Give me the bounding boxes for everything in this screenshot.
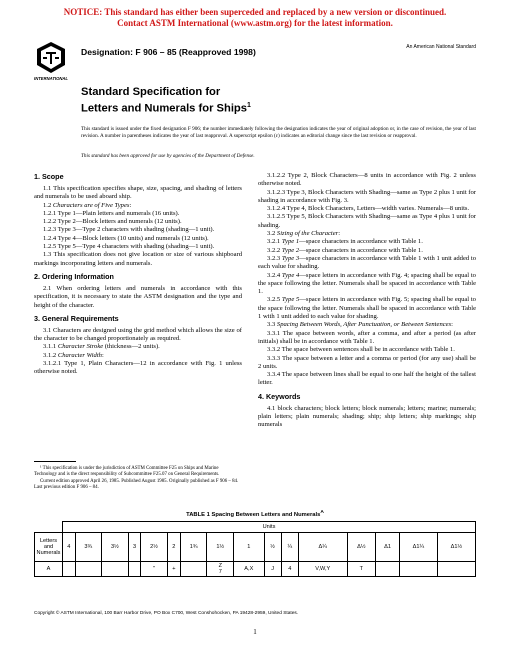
logo-text: INTERNATIONAL bbox=[34, 76, 68, 81]
approved-statement: This standard has been approved for use by agencies of the Department of Defense. bbox=[81, 153, 255, 159]
table-cell bbox=[102, 562, 129, 577]
paragraph: 1.2.4 Type 4—Block letters (10 units) and numerals (12 units). bbox=[43, 234, 209, 242]
table-header-cell: 1½ bbox=[207, 533, 234, 562]
paragraph: 3.1.2 Character Width: bbox=[43, 351, 104, 359]
table-cell bbox=[180, 562, 207, 577]
table-cell: + bbox=[167, 562, 180, 577]
section-heading-general: 3. General Requirements bbox=[34, 313, 119, 323]
footnote: ¹ This specification is under the jurisdiction of ASTM Committee F25 on Ships and Marine Technology and is the direct responsibility of Subcommittee F25.07 on General Requirements. Current edition approved April 26, 1985. Published August 1985. Originally published as F 906 – 84. Last previous edition F 906 – 84. bbox=[34, 466, 239, 490]
paragraph: 3.2 Sizing of the Character: bbox=[267, 230, 341, 238]
table-cell bbox=[128, 562, 141, 577]
paragraph: 3.1 Characters are designed using the grid method which allows the size of the character to be changed proportionately as required. bbox=[34, 326, 242, 343]
paragraph: 3.2.2 Type 2—space characters in accordance with Table 1. bbox=[267, 246, 423, 254]
paragraph: 3.1.2.2 Type 2, Block Characters—8 units in accordance with Fig. 2 unless otherwise noted. bbox=[258, 172, 476, 188]
row-label: Letters and Numerals bbox=[35, 533, 63, 562]
paragraph: 3.3.4 The space between lines shall be equal to one half the height of the tallest letter. bbox=[258, 371, 476, 387]
notice-line-1: NOTICE: This standard has either been superceded and replaced by a new version or discontinued. bbox=[63, 7, 447, 17]
paragraph: 3.2.5 Type 5—space letters in accordance with Fig. 5; spacing shall be equal to the space following the letter. Numerals shall be spaced in accordance with Table 1 with 1 unit added to each value for shading. bbox=[258, 296, 476, 321]
left-column bbox=[34, 172, 242, 377]
table-cell: Z 7 bbox=[207, 562, 234, 577]
paragraph: 2.1 When ordering letters and numerals in accordance with this specification, it is necessary to state the ASTM designation and the type and height of the character. bbox=[34, 284, 242, 309]
paragraph: 3.2.4 Type 4—space letters in accordance with Fig. 4; spacing shall be equal to the space following the letter. Numerals shall be spaced in accordance with Table 1. bbox=[258, 271, 476, 296]
spacing-table bbox=[34, 521, 476, 577]
astm-logo bbox=[34, 40, 68, 82]
section-heading-scope: 1. Scope bbox=[34, 172, 64, 181]
page-number: 1 bbox=[253, 628, 257, 636]
paragraph: 1.2.3 Type 3—Type 2 characters with shading (shading—1 unit). bbox=[43, 226, 215, 234]
table-header-cell: Δ½ bbox=[347, 533, 376, 562]
table-caption: TABLE 1 Spacing Between Letters and Numerals$^A$ bbox=[186, 510, 324, 518]
table-header-cell: Δ1½ bbox=[437, 533, 475, 562]
document-title bbox=[81, 86, 251, 116]
table-cell: V,W,Y bbox=[298, 562, 347, 577]
table-cell: J bbox=[264, 562, 281, 577]
table-header-cell: 2½ bbox=[141, 533, 168, 562]
table-cell bbox=[63, 562, 76, 577]
paragraph: 3.1.2.3 Type 3, Block Characters with Shading—same as Type 2 plus 1 unit for shading in accordance with Fig. 3. bbox=[258, 188, 476, 204]
table-header-cell: ¼ bbox=[281, 533, 298, 562]
paragraph: 1.2 Characters are of Five Types: bbox=[43, 201, 132, 209]
paragraph: 1.2.5 Type 5—Type 4 characters with shading (shading—1 unit). bbox=[43, 243, 215, 251]
notice-line-2: Contact ASTM International (www.astm.org) for the latest information. bbox=[117, 18, 393, 28]
american-national-standard: An American National Standard bbox=[406, 44, 476, 50]
paragraph: 1.2.1 Type 1—Plain letters and numerals (16 units). bbox=[43, 209, 180, 217]
table-header-cell: 3 bbox=[128, 533, 141, 562]
footnote-divider bbox=[34, 461, 76, 462]
table-header-cell: 1¾ bbox=[180, 533, 207, 562]
table-header-cell: Δ1¼ bbox=[399, 533, 437, 562]
title-line-1: Standard Specification for bbox=[81, 86, 221, 98]
table-header-cell: 1 bbox=[234, 533, 264, 562]
paragraph: 3.1.2.5 Type 5, Block Characters with Shading—same as Type 4 plus 1 unit for shading. bbox=[258, 213, 476, 229]
paragraph: 3.1.2.4 Type 4, Block Characters, Letters—width varies. Numerals—8 units. bbox=[267, 205, 470, 213]
table-cell bbox=[75, 562, 102, 577]
table-header-cell: 3¾ bbox=[75, 533, 102, 562]
paragraph: 3.1.2.1 Type 1, Plain Characters—12 in accordance with Fig. 1 unless otherwise noted. bbox=[34, 360, 242, 376]
units-header: Units bbox=[63, 522, 476, 533]
table-cell: 4 bbox=[281, 562, 298, 577]
table-header-cell: 2 bbox=[167, 533, 180, 562]
paragraph: 3.3.1 The space between words, after a comma, and after a period (as after initials) shall be in accordance with Table 1. bbox=[258, 329, 476, 345]
designation: Designation: F 906 – 85 (Reapproved 1998) bbox=[81, 47, 256, 57]
copyright: Copyright © ASTM International, 100 Barr Harbor Drive, PO Box C700, West Conshohocken, PA 19428-2959, United States. bbox=[34, 611, 299, 616]
paragraph: 3.3 Spacing Between Words, After Punctuation, or Between Sentences: bbox=[267, 321, 454, 329]
table-cell: T bbox=[347, 562, 376, 577]
supersede-notice bbox=[0, 7, 510, 29]
table-header-cell: Δ¼ bbox=[298, 533, 347, 562]
section-heading-keywords: 4. Keywords bbox=[258, 391, 301, 401]
paragraph: 3.3.2 The space between sentences shall be in accordance with Table 1. bbox=[267, 346, 455, 354]
right-column bbox=[258, 172, 476, 430]
table-cell bbox=[437, 562, 475, 577]
paragraph: 3.1.1 Character Stroke (thickness—2 units). bbox=[43, 343, 160, 351]
paragraph: 4.1 block characters; block letters; block numerals; letters; marine; numerals; plain letters; plain numerals; shading; ship; ship letters; ship markings; ship numerals bbox=[258, 404, 476, 429]
paragraph: 3.2.1 Type 1—space characters in accordance with Table 1. bbox=[267, 238, 423, 246]
issued-statement: This standard is issued under the fixed designation F 906; the number immediately following the designation indicates the year of original adoption or, in the case of revision, the year of last revision. A number in parentheses indicates the year of last reapproval. A superscript epsilon (ε) indicates an editorial change since the last revision or reapproval. bbox=[81, 126, 476, 139]
table-header-cell: ½ bbox=[264, 533, 281, 562]
paragraph: 3.3.3 The space between a letter and a comma or period (for any use) shall be 2 units. bbox=[258, 354, 476, 370]
table-cell: A,X bbox=[234, 562, 264, 577]
section-heading-ordering: 2. Ordering Information bbox=[34, 271, 114, 281]
table-header-cell: 3½ bbox=[102, 533, 129, 562]
paragraph: 1.2.2 Type 2—Block letters and numerals (12 units). bbox=[43, 218, 182, 226]
title-footnote-mark: 1 bbox=[247, 102, 251, 109]
table-cell bbox=[376, 562, 400, 577]
paragraph: 1.3 This specification does not give location or size of various shipboard markings incorporating letters and numerals. bbox=[34, 251, 242, 267]
paragraph: 1.1 This specification specifies shape, size, spacing, and shading of letters and numerals to be used aboard ship. bbox=[34, 185, 242, 201]
row-label-a: A bbox=[35, 562, 63, 577]
table-header-cell: 4 bbox=[63, 533, 76, 562]
table-cell bbox=[399, 562, 437, 577]
table-header-cell: Δ1 bbox=[376, 533, 400, 562]
title-line-2: Letters and Numerals for Ships bbox=[81, 102, 247, 115]
paragraph: 3.2.3 Type 3—space characters in accordance with Table 1 with 1 unit added to each value for shading. bbox=[258, 254, 476, 271]
table-cell: " bbox=[141, 562, 168, 577]
